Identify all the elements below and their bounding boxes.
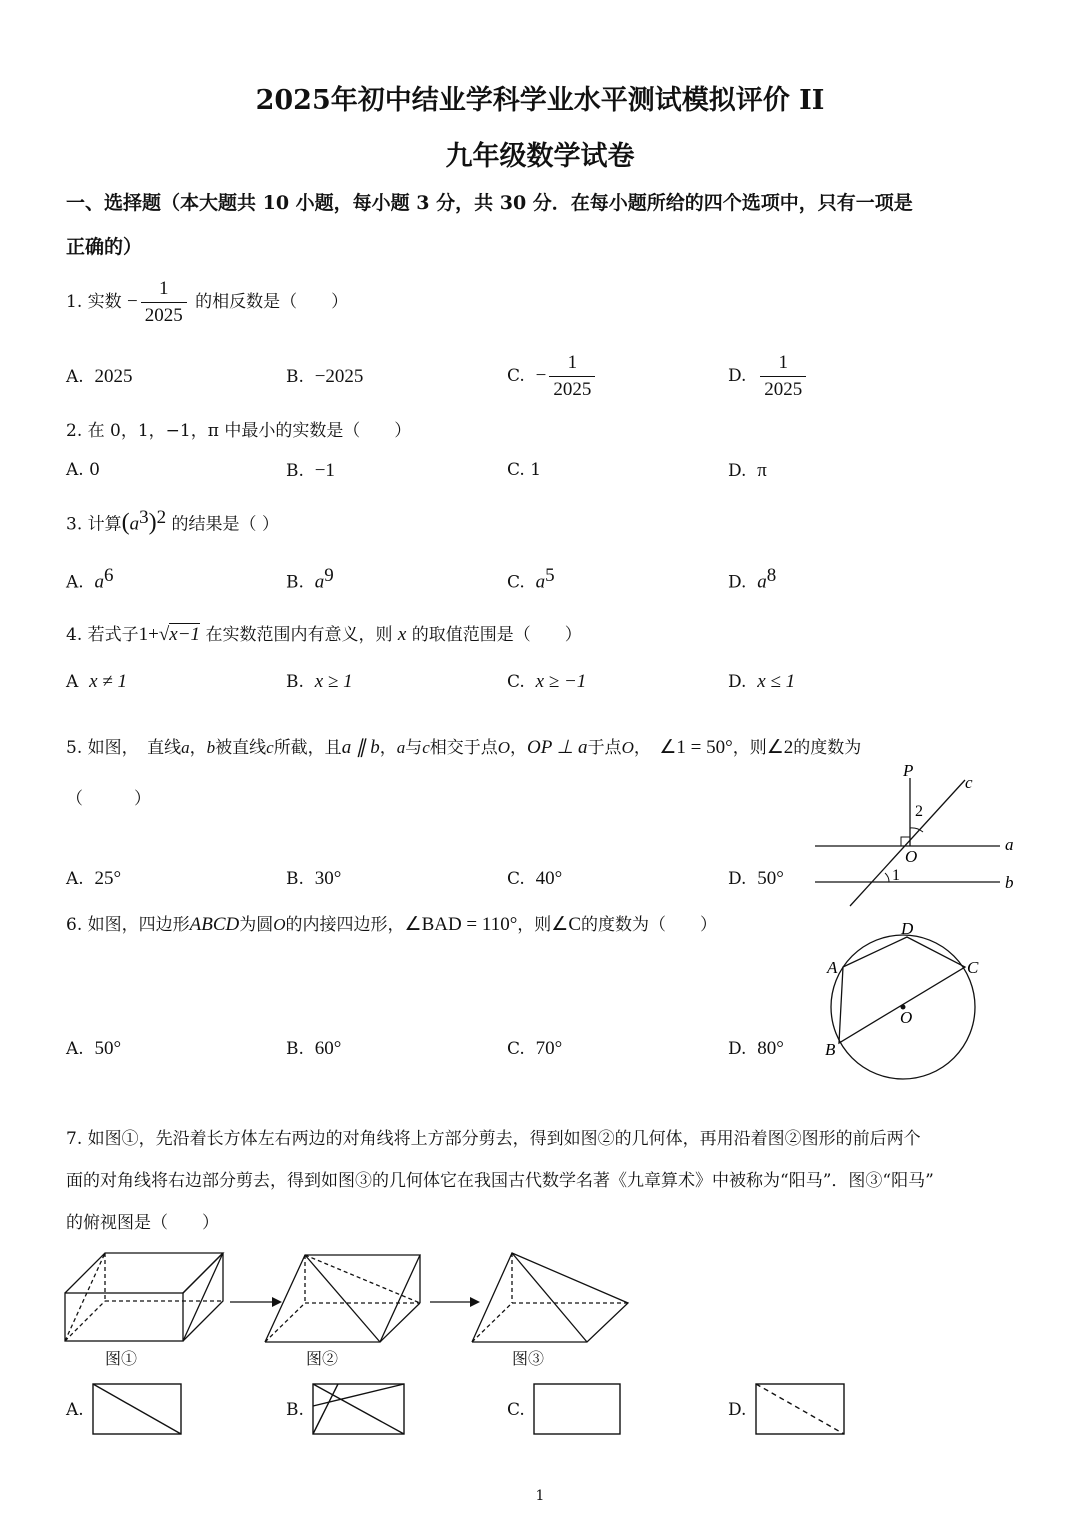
option-c[interactable]: C. 70° [507, 1038, 563, 1059]
label-p: P [903, 761, 914, 780]
label-c: C [967, 958, 979, 977]
label-a: A [827, 958, 838, 977]
page-number: 1 [535, 1488, 545, 1504]
question-1 [66, 276, 348, 329]
question-6: 6. 如图，四边形ABCD为圆O的内接四边形，∠BAD = 110°，则∠C的度数为（ ） [66, 914, 718, 935]
solid-figures [60, 1245, 640, 1350]
caption-figure-1: 图① [105, 1349, 138, 1368]
exam-subtitle: 九年级数学试卷 [445, 141, 635, 172]
option-c[interactable]: C. 40° [507, 868, 563, 889]
option-d[interactable]: D. x ≤ 1 [728, 671, 796, 692]
parallel-lines-figure [805, 758, 1030, 908]
minus-sign: − [127, 291, 138, 312]
inscribed-quadrilateral-figure [815, 915, 990, 1085]
question-text: 的相反数是（ ） [195, 292, 349, 312]
quadrilateral-abcd [839, 937, 965, 1043]
label-o: O [900, 1008, 913, 1027]
option-d[interactable]: D. $a^8$ [728, 565, 777, 593]
label-b: B [825, 1040, 836, 1059]
question-7: 7. 如图①，先沿着长方体左右两边的对角线将上方部分剪去，得到如图②的几何体，再用沿着图②图形的前后两个 [66, 1129, 921, 1149]
label-a: a [1005, 835, 1014, 854]
question-text: 实数 [87, 292, 122, 312]
option-b[interactable]: B. [286, 1400, 304, 1420]
angle-1-arc [885, 873, 889, 882]
option-c[interactable]: C. − $\frac{1}{2025}$ [507, 350, 598, 403]
question-7-cont: 的俯视图是（ ） [66, 1213, 219, 1233]
section-heading-cont: 正确的） [66, 236, 143, 258]
label-d: D [901, 919, 914, 938]
option-b[interactable]: B. $a^9$ [286, 565, 334, 593]
option-d[interactable]: D. 80° [728, 1038, 784, 1059]
option-d[interactable]: D. [728, 1400, 747, 1420]
option-a[interactable]: A. 0 [66, 460, 100, 480]
caption-figure-3: 图③ [512, 1349, 545, 1368]
question-3: 3. 计算$(a^3)^2$ 的结果是（ ） [66, 507, 279, 536]
option-b[interactable]: B. x ≥ 1 [286, 671, 353, 692]
question-number: 1. [66, 292, 83, 312]
question-5: 5. 如图， 直线a，b被直线c所截，且a ∥ b，a与c相交于点O，OP ⊥ a于点O， ∠1 = 50°，则∠2的度数为 [66, 737, 862, 758]
option-d-figure[interactable] [755, 1383, 847, 1437]
fraction: $\frac{1}{2025}$ [141, 276, 187, 329]
option-c[interactable]: C. $a^5$ [507, 565, 555, 593]
answer-blank: （ ） [66, 789, 151, 809]
option-c-figure[interactable] [533, 1383, 623, 1437]
line-c [850, 780, 965, 906]
option-b[interactable]: B. −1 [286, 460, 335, 481]
label-2: 2 [915, 803, 923, 820]
label-1: 1 [892, 867, 900, 884]
caption-figure-2: 图② [306, 1349, 339, 1368]
exam-title: 2025年初中结业学科学业水平测试模拟评价 II [255, 85, 825, 116]
option-a[interactable]: A. 50° [66, 1038, 122, 1059]
figure-1-cuboid [65, 1253, 223, 1341]
option-c[interactable]: C. [507, 1400, 525, 1420]
option-b-figure[interactable] [312, 1383, 407, 1437]
option-b[interactable]: B. 30° [286, 868, 342, 889]
option-a[interactable]: A. $a^6$ [66, 565, 114, 593]
option-b[interactable]: B. −2025 [286, 366, 364, 387]
question-4: 4. 若式子1+√x−1 在实数范围内有意义，则 x 的取值范围是（ ） [66, 624, 582, 645]
option-a[interactable]: A. 2025 [66, 366, 133, 387]
figure-2-prism [265, 1255, 420, 1342]
label-c: c [965, 773, 973, 792]
option-d[interactable]: D. 50° [728, 868, 784, 889]
option-d[interactable]: D. π [728, 460, 767, 481]
option-a[interactable]: A. 25° [66, 868, 122, 889]
arrow-1-head [272, 1297, 282, 1307]
option-c[interactable]: C. x ≥ −1 [507, 671, 587, 692]
option-c[interactable]: C. 1 [507, 460, 542, 480]
question-2: 2. 在 0，1，−1，π 中最小的实数是（ ） [66, 421, 412, 441]
label-o: O [905, 847, 918, 866]
figure-3-yangma [472, 1253, 628, 1342]
option-a-figure[interactable] [92, 1383, 184, 1437]
option-a[interactable]: A x ≠ 1 [66, 671, 127, 692]
option-a[interactable]: A. [66, 1400, 84, 1420]
label-b: b [1005, 873, 1014, 892]
section-heading: 一、选择题（本大题共 10 小题，每小题 3 分，共 30 分．在每小题所给的四个选项中，只有一项是 [66, 192, 913, 214]
option-d[interactable]: D. $\frac{1}{2025}$ [728, 350, 809, 403]
option-b[interactable]: B. 60° [286, 1038, 342, 1059]
arrow-2-head [470, 1297, 480, 1307]
question-7-cont: 面的对角线将右边部分剪去，得到如图③的几何体它在我国古代数学名著《九章算术》中被称为“阳马”．图③“阳马” [66, 1171, 934, 1191]
